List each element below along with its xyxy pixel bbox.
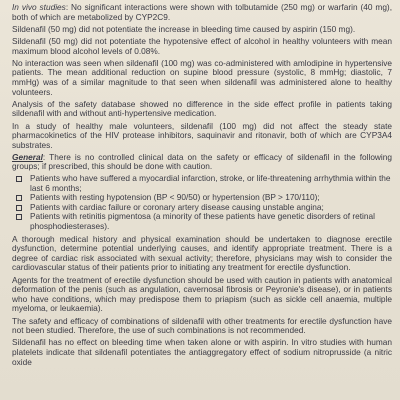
- paragraph-medical-history: A thorough medical history and physical examination should be undertaken to diagnose erectile dysfunction, determine potential underlying causes, and identify appropriate treatment. There is a degree of cardiac risk associated with sexual activity; therefore, physicians may wish to consider the cardiovascular status of their patients prior to initiating any treatment for erectile dysfunction.: [12, 233, 392, 273]
- in-vivo-lead: In vivo studies: [12, 2, 66, 12]
- checkbox-square-icon: [16, 176, 22, 182]
- list-item: [16, 212, 392, 231]
- clipped-bottom: [12, 337, 392, 367]
- checkbox-square-icon: [16, 205, 22, 211]
- paragraph-bleeding-time: Sildenafil has no effect on bleeding time when taken alone or with aspirin. In vitro studies with human platelets indicate that sildenafil potentiates the antiaggregatory effect of sodium nitroprusside (a nitric oxide: [12, 337, 392, 367]
- list-item-text: Patients who have suffered a myocardial infarction, stroke, or life-threatening arrhythmia within the last 6 months;: [30, 173, 391, 193]
- paragraph-aspirin: Sildenafil (50 mg) did not potentiate the increase in bleeding time caused by aspirin (150 mg).: [12, 23, 356, 34]
- paragraph-amlodipine: No interaction was seen when sildenafil (100 mg) was co-administered with amlodipine in hypertensive patients. The mean additional reduction on supine blood pressure (systolic, 8 mmHg; diastolic, 7 mmHg) was of a similar magnitude to that seen when sildenafil was administered alone to healthy volunteers.: [12, 57, 392, 97]
- paragraph-general: [12, 153, 392, 172]
- list-item: [16, 174, 392, 193]
- general-heading: General: [12, 151, 43, 162]
- list-item-text: Patients with retinitis pigmentosa (a minority of these patients have genetic disorders of retinal phosphodiesterases).: [30, 211, 375, 232]
- checkbox-square-icon: [16, 195, 22, 201]
- list-item-text: Patients with resting hypotension (BP < 90/50) or hypertension (BP > 170/110);: [30, 192, 320, 203]
- checkbox-square-icon: [16, 214, 22, 220]
- list-item-text: Patients with cardiac failure or coronary artery disease causing unstable angina;: [30, 201, 324, 212]
- paragraph-alcohol: Sildenafil (50 mg) did not potentiate the hypotensive effect of alcohol in healthy volunteers with mean maximum blood alcohol levels of 0.08%.: [12, 35, 392, 56]
- caution-list: [16, 174, 392, 232]
- paragraph-in-vivo: [12, 3, 392, 22]
- general-text: : There is no controlled clinical data on the safety or efficacy of sildenafil in the following groups; if prescribed, this should be done with caution.: [12, 151, 392, 172]
- paragraph-anatomical: Agents for the treatment of erectile dysfunction should be used with caution in patients with anatomical deformation of the penis (such as angulation, cavernosal fibrosis or Peyronie's disease), or in patients who have conditions, which may predispose them to priapism (such as sickle cell anaemia, multiple myeloma, or leukaemia).: [12, 274, 392, 314]
- in-vivo-text: : No significant interactions were shown with tolbutamide (250 mg) or warfarin (40 mg), both of which are metabolized by CYP2C9.: [12, 2, 392, 22]
- paragraph-combinations: The safety and efficacy of combinations of sildenafil with other treatments for erectile dysfunction have not been studied. Therefore, the use of such combinations is not recommended.: [12, 315, 392, 336]
- paragraph-hiv-study: In a study of healthy male volunteers, sildenafil (100 mg) did not affect the steady state pharmacokinetics of the HIV protease inhibitors, saquinavir and ritonavir, both of which are CYP3A4 substrates.: [12, 120, 392, 150]
- paragraph-safety-database: Analysis of the safety database showed no difference in the side effect profile in patients taking sildenafil with and without anti-hypertensive medication.: [12, 98, 392, 119]
